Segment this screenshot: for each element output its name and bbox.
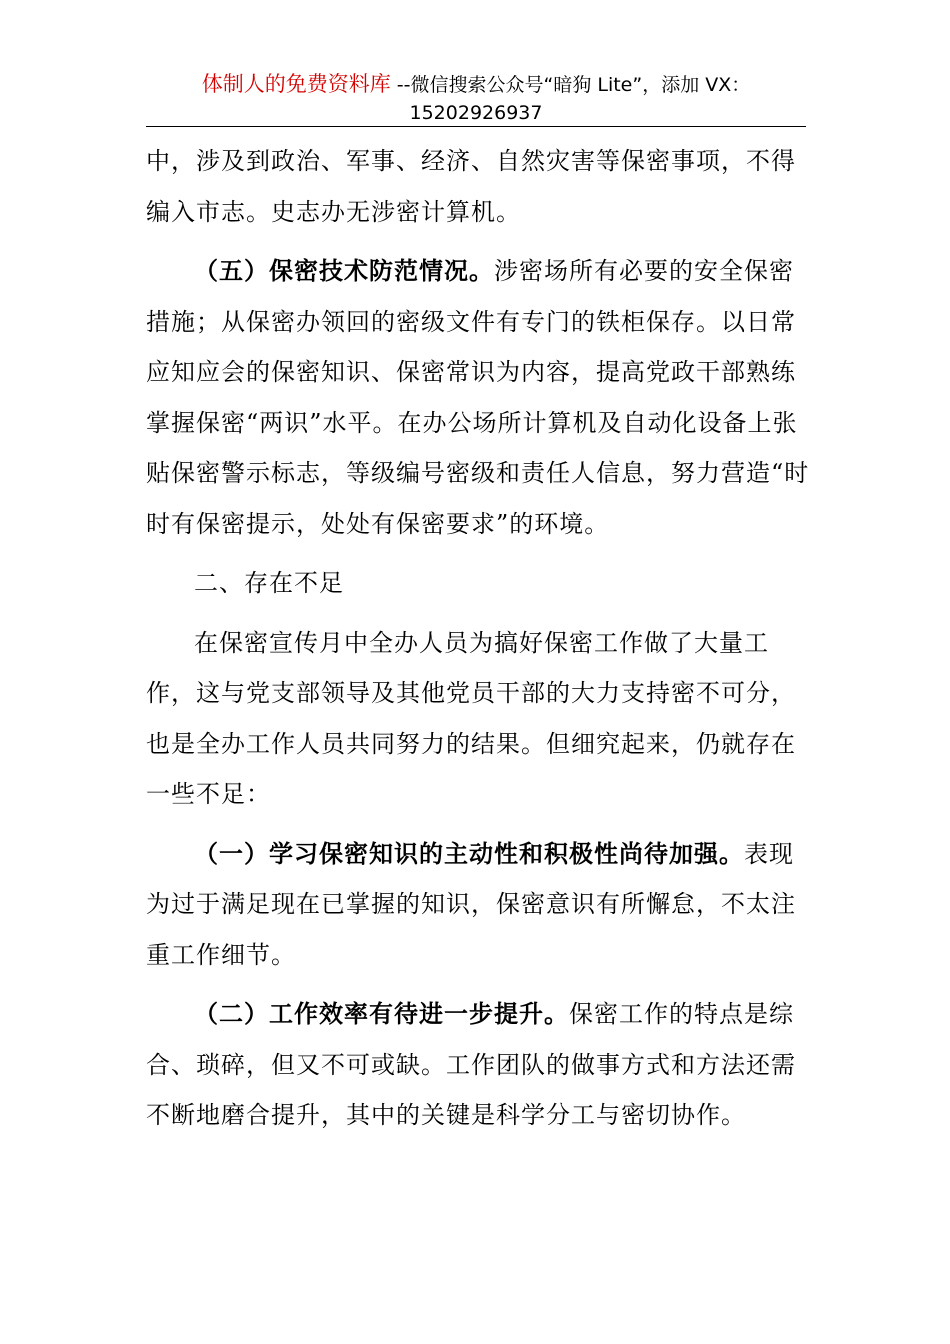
paragraph-text: 表现为过于满足现在已掌握的知识，保密意识有所懈怠，不太注重工作细节。: [146, 839, 796, 969]
paragraph-section-five: [146, 246, 810, 549]
header-brand: 体制人的免费资料库: [201, 72, 391, 96]
section-heading-shortcomings: [146, 558, 810, 609]
paragraph-heading: （一）学习保密知识的主动性和积极性尚待加强。: [194, 838, 744, 868]
paragraph-heading: （五）保密技术防范情况。: [194, 256, 494, 285]
paragraph-heading: （二）工作效率有待进一步提升。: [194, 999, 569, 1028]
page-header: [146, 70, 806, 127]
paragraph-text: 在保密宣传月中全办人员为搞好保密工作做了大量工作，这与党支部领导及其他党员干部的大力支持密不可分，也是全办工作人员共同努力的结果。但细究起来，仍就存在一些不足：: [146, 628, 796, 808]
paragraph-item-two: [146, 989, 810, 1141]
paragraph-continuation: [146, 136, 810, 237]
paragraph-text: 保密工作的特点是综合、琐碎，但又不可或缺。工作团队的做事方式和方法还需不断地磨合提升，其中的关键是科学分工与密切协作。: [146, 1000, 796, 1129]
header-phone: 15202926937: [409, 102, 543, 124]
paragraph-text: 二、存在不足: [194, 569, 344, 597]
paragraph-text: 涉密场所有必要的安全保密措施；从保密办领回的密级文件有专门的铁柜保存。以日常应知应会的保密知识、保密常识为内容，提高党政干部熟练掌握保密“两识”水平。在办公场所计算机及自动化设备上张贴保密警示标志，等级编号密级和责任人信息，努力营造“时时有保密提示，处处有保密要求”的环境。: [146, 257, 810, 538]
document-body: [146, 136, 810, 1150]
header-note: --微信搜索公众号“暗狗 Lite”，添加 VX：: [390, 74, 751, 96]
paragraph-intro-shortcomings: [146, 618, 810, 820]
paragraph-item-one: [146, 829, 810, 981]
header-divider: [146, 126, 806, 127]
paragraph-text: 中，涉及到政治、军事、经济、自然灾害等保密事项，不得编入市志。史志办无涉密计算机。: [146, 147, 796, 226]
